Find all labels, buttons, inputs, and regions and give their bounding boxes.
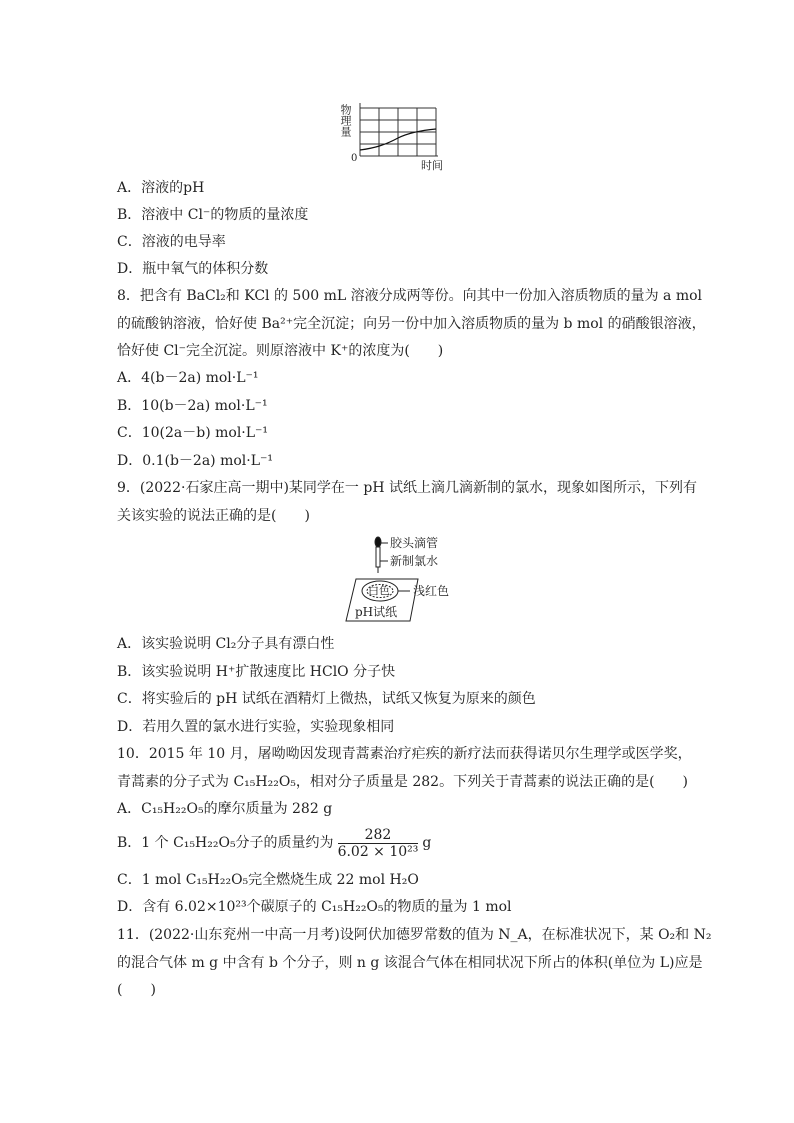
q10-stem-line1: 10．2015 年 10 月，屠呦呦因发现青蒿素治疗疟疾的新疗法而获得诺贝尔生理学或医学奖， [117, 746, 692, 762]
q10-stem-line2: 青蒿素的分子式为 C₁₅H₂₂O₅，相对分子质量是 282。下列关于青蒿素的说法正确的是( ) [117, 774, 689, 790]
ph-paper-label: pH试纸 [355, 605, 398, 619]
light-red-label: 浅红色 [413, 584, 450, 598]
dropper-label: 胶头滴管 [390, 536, 439, 550]
graph-y-label: 物理量 [339, 104, 352, 137]
q9-stem-line2: 关该实验的说法正确的是( ) [117, 508, 310, 524]
q9-option-b: B．该实验说明 H⁺扩散速度比 HClO 分子快 [117, 664, 396, 680]
q7-option-c: C．溶液的电导率 [117, 234, 226, 250]
q7-option-b: B．溶液中 Cl⁻的物质的量浓度 [117, 207, 309, 223]
chlorine-water-label: 新制氯水 [390, 554, 439, 568]
dropper-bulb [375, 537, 381, 547]
q9-option-c: C．将实验后的 pH 试纸在酒精灯上微热，试纸又恢复为原来的颜色 [117, 691, 536, 707]
q10-option-b-unit: g [422, 835, 432, 851]
dropper-tube [376, 547, 380, 567]
q8-option-d: D．0.1(b－2a) mol·L⁻¹ [117, 453, 274, 469]
graph-x-label: 时间 [421, 159, 443, 172]
q10-option-c: C．1 mol C₁₅H₂₂O₅完全燃烧生成 22 mol H₂O [117, 872, 419, 888]
q7-option-a: A．溶液的pH [117, 180, 205, 196]
q11-stem-line3: ( ) [117, 982, 156, 998]
q10-option-b [117, 824, 431, 862]
white-label: 白色 [368, 584, 390, 597]
q8-option-b: B．10(b－2a) mol·L⁻¹ [117, 398, 268, 414]
q8-option-c: C．10(2a－b) mol·L⁻¹ [117, 425, 269, 441]
q9-option-a: A．该实验说明 Cl₂分子具有漂白性 [117, 636, 335, 652]
q10-option-b-text: B．1 个 C₁₅H₂₂O₅分子的质量约为 [117, 835, 334, 851]
q10-option-a: A．C₁₅H₂₂O₅的摩尔质量为 282 g [117, 801, 333, 817]
q11-stem-line2: 的混合气体 m g 中含有 b 个分子，则 n g 该混合气体在相同状况下所占的体积(单位为 L)应是 [117, 955, 703, 971]
graph-origin: 0 [351, 153, 358, 164]
q8-stem-line3: 恰好使 Cl⁻完全沉淀。则原溶液中 K⁺的浓度为( ) [117, 343, 444, 359]
fraction-numerator: 282 [338, 827, 419, 844]
q10-option-d: D．含有 6.02×10²³个碳原子的 C₁₅H₂₂O₅的物质的量为 1 mol [117, 899, 512, 915]
fraction-denominator: 6.02 × 10²³ [337, 843, 419, 860]
q9-stem-line1: 9．(2022·石家庄高一期中)某同学在一 pH 试纸上滴几滴新制的氯水，现象如图所示，下列有 [117, 480, 697, 496]
q10-option-b-fraction [338, 827, 419, 860]
q8-stem-line1: 8．把含有 BaCl₂和 KCl 的 500 mL 溶液分成两等份。向其中一份加入溶质物质的量为 a mol [117, 288, 703, 304]
q8-stem-line2: 的硫酸钠溶液，恰好使 Ba²⁺完全沉淀；向另一份中加入溶质物质的量为 b mol 的硝酸银溶液， [117, 316, 706, 332]
q8-option-a: A．4(b－2a) mol·L⁻¹ [117, 370, 259, 386]
q9-option-d: D．若用久置的氯水进行实验，实验现象相同 [117, 719, 395, 735]
q11-stem-line1: 11．(2022·山东兖州一中高一月考)设阿伏加德罗常数的值为 N_A，在标准状况下，某 O₂和 N₂ [117, 927, 712, 943]
q7-option-d: D．瓶中氧气的体积分数 [117, 261, 269, 277]
